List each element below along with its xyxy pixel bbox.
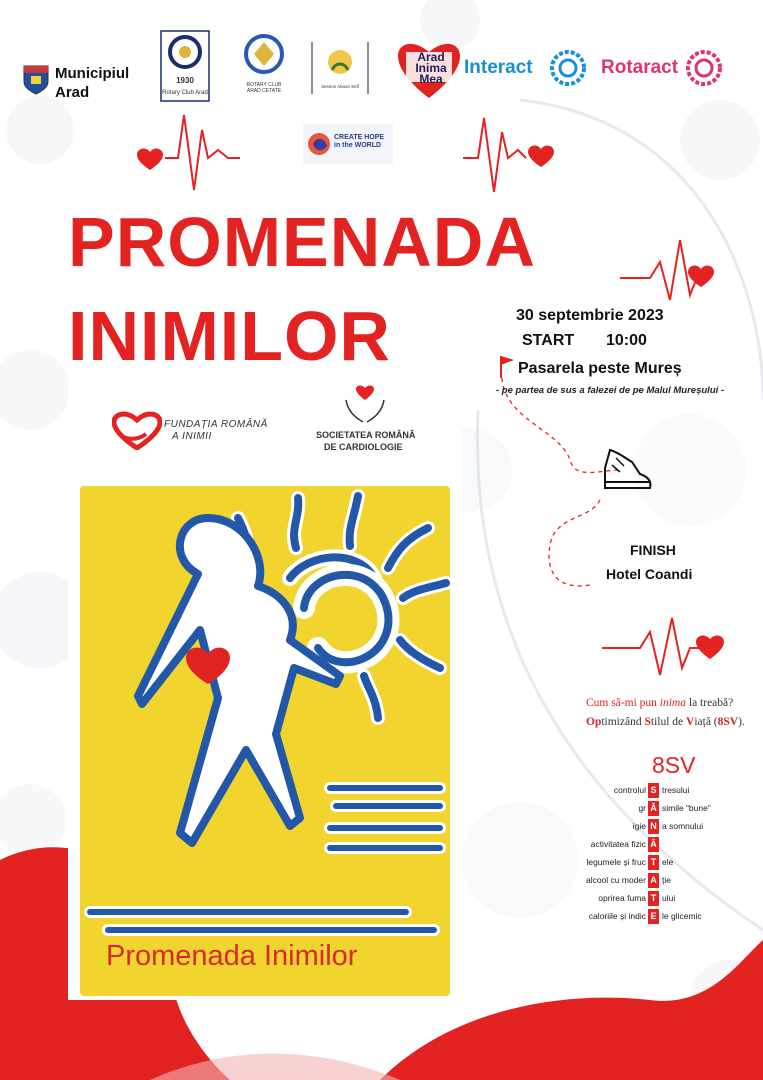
acrostic-right: le glicemic — [662, 911, 702, 921]
interact-wheel-icon — [548, 48, 588, 88]
acrostic-row — [540, 818, 760, 836]
acrostic-row — [540, 800, 760, 818]
acrostic-left: legumele și fruc — [586, 857, 646, 867]
sv-motto-1: timizând — [601, 716, 645, 728]
sv-motto-3: iață ( — [694, 716, 718, 728]
arad-coat-of-arms-icon — [22, 64, 50, 96]
acrostic-letter: T — [648, 855, 659, 870]
start-label: START — [522, 332, 575, 349]
finish-label: FINISH — [630, 542, 676, 558]
acrostic-row — [540, 890, 760, 908]
acrostic-right: tresului — [662, 785, 690, 795]
acrostic-left: alcool cu moder — [585, 875, 646, 885]
sv-title: 8SV — [652, 752, 696, 778]
title-line-1: PROMENADA — [68, 203, 536, 281]
acrostic-letter: A — [648, 873, 659, 888]
acrostic-right: ului — [662, 893, 676, 903]
rotary-cetate-logo-icon — [236, 32, 292, 82]
acrostic-letter: Ă — [648, 801, 659, 816]
fundatia-label-2: A INIMII — [172, 431, 212, 442]
acrostic-row — [540, 908, 760, 926]
rotary-year: 1930 — [176, 76, 194, 85]
heartbeat-right-icon — [463, 118, 554, 192]
sv-motto-s: S — [644, 716, 651, 728]
start-flag-icon — [501, 356, 514, 378]
acrostic-left: igie — [632, 821, 646, 831]
title-line-2: INIMILOR — [68, 297, 391, 375]
acrostic-left: gr — [638, 803, 646, 813]
acrostic-left: controlul — [613, 785, 646, 795]
poster-artwork — [68, 378, 462, 1000]
create-hope-label: CREATE HOPE in the WORLD — [334, 134, 385, 149]
interact-label: Interact — [464, 57, 533, 78]
rotaract-wheel-icon — [684, 48, 724, 88]
acrostic-row — [540, 836, 760, 854]
cardiology-label-1: SOCIETATEA ROMÂNĂ — [316, 430, 416, 440]
acrostic-left: oprirea fuma — [598, 893, 646, 903]
fundatia-heart-icon — [112, 410, 162, 450]
acrostic-right: a somnului — [662, 821, 704, 831]
acrostic-right: ție — [662, 875, 671, 885]
start-place: Pasarela peste Mureș — [518, 360, 682, 377]
acrostic-left: activitatea fizic — [590, 839, 646, 849]
acrostic-letter: N — [648, 819, 659, 834]
acrostic-left: caloriile și indic — [588, 911, 646, 921]
acrostic-letter: E — [648, 909, 659, 924]
fundatia-label-1: FUNDAȚIA ROMÂNĂ — [164, 419, 268, 430]
acrostic-right: ele — [662, 857, 674, 867]
acrostic-letter: Ă — [648, 837, 659, 852]
event-date: 30 septembrie 2023 — [516, 307, 664, 324]
sv-question — [586, 697, 733, 709]
sv-motto-v: V — [686, 716, 695, 728]
acrostic-row — [540, 872, 760, 890]
start-note: - pe partea de sus a falezei de pe Malul Mureșului - — [496, 385, 725, 396]
sv-question-part1: Cum să-mi pun — [586, 697, 660, 709]
acrostic-letter: T — [648, 891, 659, 906]
cardiology-label-2: DE CARDIOLOGIE — [324, 442, 403, 452]
acrostic-row — [540, 782, 760, 800]
sv-question-part2: la treabă? — [686, 697, 734, 709]
start-time: 10:00 — [606, 332, 647, 349]
heartbeat-left-icon — [137, 115, 240, 190]
municipality-label: Municipiul Arad — [55, 65, 130, 101]
poster-caption: Promenada Inimilor — [106, 940, 358, 972]
heartbeat-sv-icon — [602, 618, 724, 675]
sv-acrostic — [540, 782, 760, 932]
sv-motto-2: tilul de — [650, 716, 687, 728]
rotary-cetate-name: ROTARY CLUB ARAD CETATE — [246, 82, 282, 94]
rotaract-label: Rotaract — [601, 57, 679, 78]
acrostic-row — [540, 854, 760, 872]
finish-place: Hotel Coandi — [606, 566, 693, 582]
sv-motto-op: Op — [586, 716, 602, 728]
rotary-club-name: Rotary Club Arad — [162, 90, 208, 96]
cardiology-hands-heart-icon — [342, 382, 388, 428]
sv-motto-4: ). — [738, 716, 745, 728]
acrostic-letter: S — [648, 783, 659, 798]
sv-motto — [586, 716, 745, 728]
sv-question-italic: inima — [659, 697, 686, 709]
service-motto: Service Above Self — [321, 84, 359, 89]
heartbeat-title-icon — [620, 240, 714, 300]
arad-inima-mea-label: Arad Inima Mea — [415, 50, 447, 86]
sv-motto-sv: 8SV — [717, 716, 739, 728]
acrostic-right: simile “bune” — [662, 803, 711, 813]
